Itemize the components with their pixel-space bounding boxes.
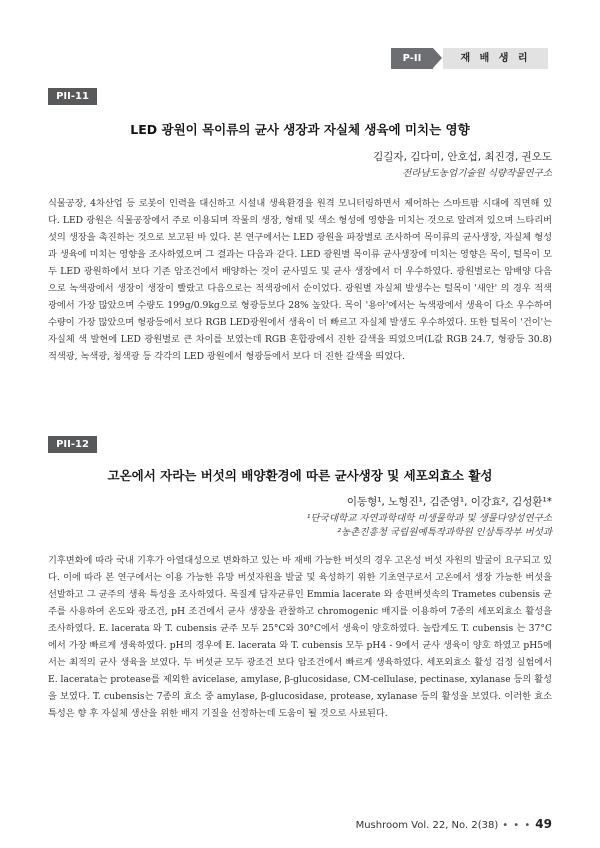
section-category: 재 배 생 리 <box>443 48 548 69</box>
arrow-icon <box>433 48 442 68</box>
article-title: LED 광원이 목이류의 균사 생장과 자실체 생육에 미치는 영향 <box>130 122 470 137</box>
section-code: P-II <box>391 48 433 69</box>
article-code-badge: PII-12 <box>48 436 97 453</box>
article-authors: 이동형¹, 노형진¹, 김준영¹, 이강효², 김성환¹* <box>346 496 552 508</box>
affiliation-line-2: ²농촌진흥청 국립원예특작과학원 인삼특작부 버섯과 <box>337 527 552 538</box>
affiliation-line-1: ¹단국대학교 자연과학대학 미생물학과 및 생물다양성연구소 <box>306 513 552 524</box>
article-title: 고온에서 자라는 버섯의 배양환경에 따른 균사생장 및 세포외효소 활성 <box>107 468 493 483</box>
page-footer <box>356 817 552 831</box>
journal-name: Mushroom Vol. 22, No. 2(38) <box>355 820 499 831</box>
abstract-text: 기후변화에 따라 국내 기후가 아열대성으로 변화하고 있는 바 재배 가능한 버섯의 경우 고온성 버섯 자원의 발굴이 요구되고 있다. 이에 따라 본 연구에서는 이용 가능한 유망 버섯자원을 발굴 및 육성하기 위한 기초연구로서 고온에서 생장 가능한 버섯을 선발하고 그 균주의 생육 특성을 조사하였다. 목질계 담자균류인 Emmia lacerate 와 송편버섯속의 Trametes cubensis 균주를 사용하여 온도와 광조건, pH 조건에서 균사 생장을 관찰하고 chromogenic 배지를 이용하여 7종의 세포외효소 활성을 조사하였다. E. lacerata 와 T. cubensis 균주 모두 25°C와 30°C에서 생육이 양호하였다. 놀랍게도 T. cubensis 는 37°C 에서 가장 빠르게 생육하였다. pH의 경우에 E. lacerata 와 T. cubensis 모두 pH4 - 9에서 균사 생육이 양호 하였고 pH5에서는 최적의 균사 생육을 보였다. 두 버섯균 모두 광조건 보다 암조건에서 빠르게 생육하였다. 세포외효소 활성 검정 실험에서 E. lacerata는 protease를 제외한 avicelase, amylase, β-glucosidase, CM-cellulase, pectinase, xylanase 등의 활성을 보였다. T. cubensis는 7종의 효소 중 amylase, β-glucosidase, protease, xylanase 등의 활성을 보였다. 이러한 효소 특성은 향 후 자실체 생산을 위한 배지 기질을 선정하는데 도움이 될 것으로 사료된다. <box>48 555 552 719</box>
article-abstract <box>48 552 552 722</box>
article-code-badge: PII-11 <box>48 88 97 105</box>
article-affiliation: 전라남도농업기술원 식량작물연구소 <box>402 168 552 179</box>
article-abstract <box>48 195 552 365</box>
abstract-text: 식물공장, 4차산업 등 로봇이 인력을 대신하고 시설내 생육환경을 원격 모니터링하면서 제어하는 스마트팜 시대에 직면해 있다. LED 광원은 식물공장에서 주로 이용되며 작물의 생장, 형태 및 색소 형성에 영향을 미치는 것으로 알려져 있으며 느타리버섯의 생장을 촉진하는 것으로 보고된 바 있다. 본 연구에서는 LED 광원을 파장별로 조사하여 목이류의 균사생장, 자실체 형성과 생육에 미치는 영향을 조사하였으며 그 결과는 다음과 같다. LED 광원별 목이류 균사생장에 미치는 영향은 목이, 털목이 모두 LED 광원하에서 보다 기존 암조건에서 배양하는 것이 균사밀도 및 균사 생장에서 더 우수하였다. 광원별로는 암배양 다음으로 녹색광에서 생장이 생장이 빨랐고 다음으로는 적색광에서 순이었다. 광원별 자실체 발생수는 털목이 '새안' 의 경우 적색광에서 가장 많았으며 수량도 199g/0.9kg으로 형광등보다 28% 높았다. 목이 '용아'에서는 녹색광에서 생육이 다소 우수하여 수량이 가장 많았으며 형광등에서 보다 RGB LED광원에서 생육이 더 빠르고 자실체 발생도 우수하였다. 또한 털목이 '건이'는 자실체 색 발현에 LED 광원별로 큰 차이를 보였는데 RGB 혼합광에서 진한 갈색을 띄었으며(L값 RGB 24.7, 형광등 30.8) 적색광, 녹색광, 청색광 등 각각의 LED 광원에서 형광등에서 보다 더 진한 갈색을 띄었다. <box>48 198 552 362</box>
footer-separator: • • • <box>502 820 532 831</box>
article-affiliation <box>307 512 552 540</box>
page-number: 49 <box>535 817 552 831</box>
article-authors: 김길자, 김다미, 안호섭, 최진경, 권오도 <box>373 151 552 163</box>
section-header <box>391 48 548 69</box>
